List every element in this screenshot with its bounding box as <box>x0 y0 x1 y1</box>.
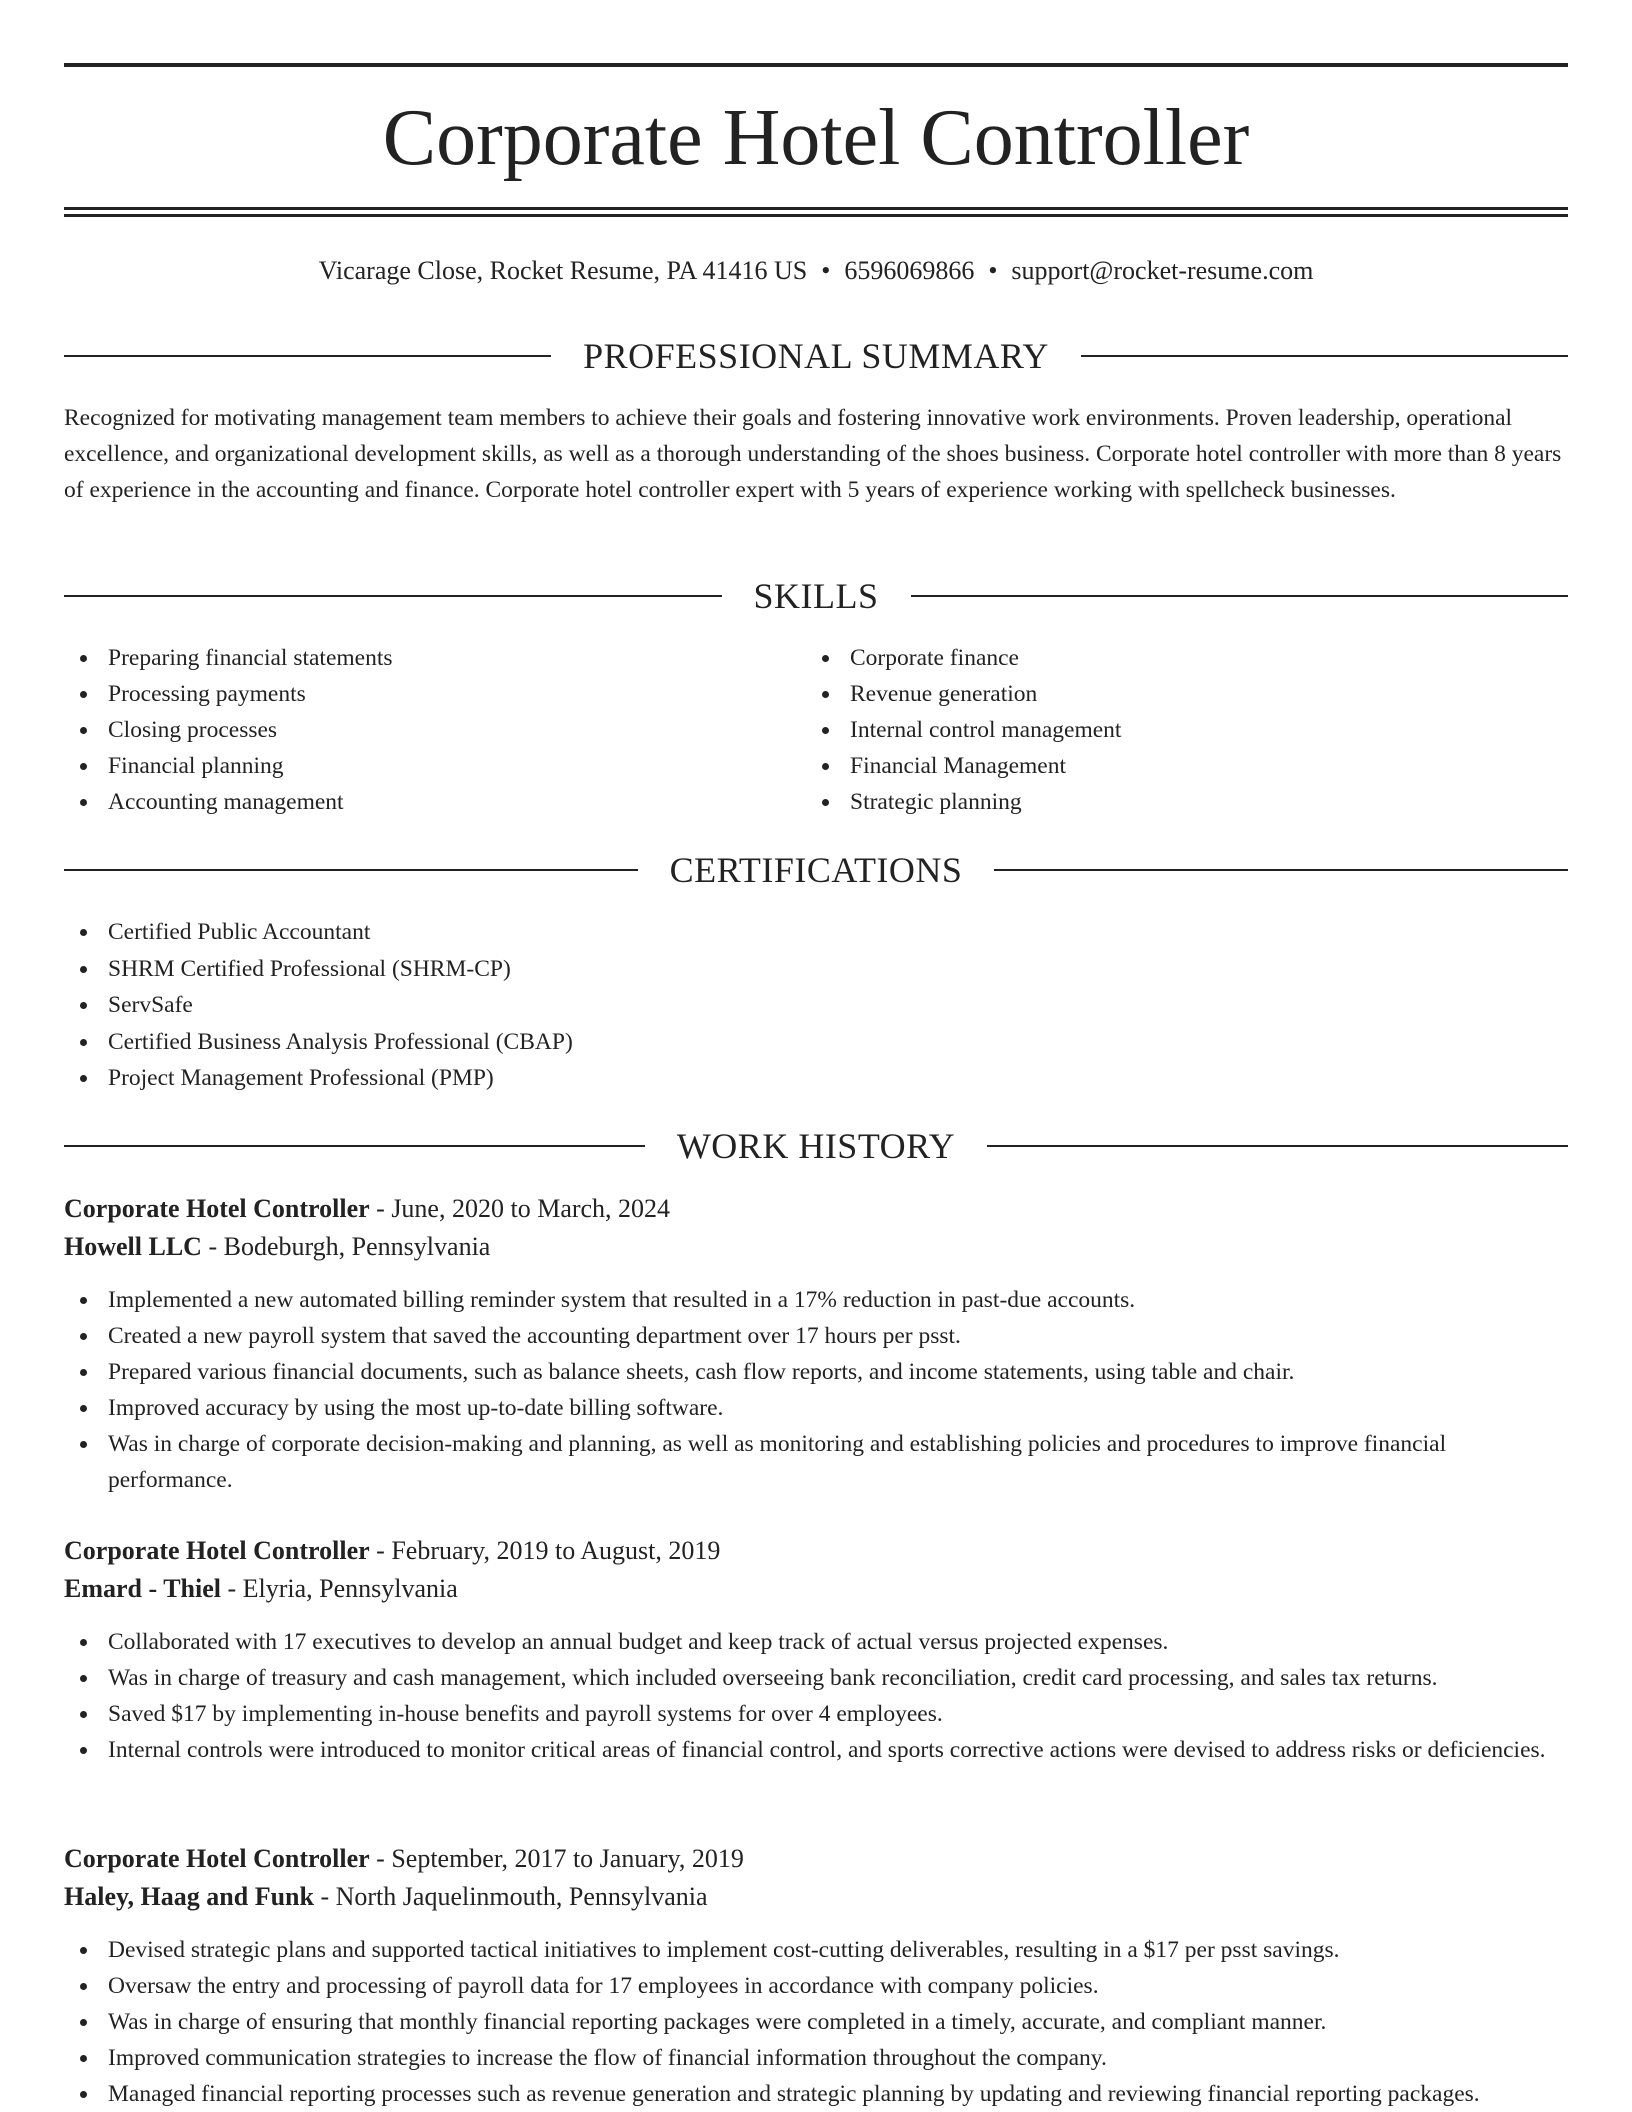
job-bullets <box>64 1624 1568 1768</box>
job-company-line <box>64 1570 1568 1608</box>
job-location: - Bodeburgh, Pennsylvania <box>201 1232 491 1261</box>
section-heading-summary <box>64 336 1568 376</box>
certification-item: SHRM Certified Professional (SHRM-CP) <box>64 951 1568 988</box>
skill-item: Closing processes <box>64 712 804 748</box>
skill-item: Internal control management <box>806 712 1566 748</box>
job-bullets <box>64 1282 1568 1498</box>
contact-separator: • <box>821 256 831 285</box>
skills-list-left <box>64 640 804 820</box>
divider-line <box>64 355 551 357</box>
job-bullet: Was in charge of ensuring that monthly financial reporting packages were completed in a timely, accurate, and compliant manner. <box>64 2004 1568 2040</box>
job-bullet: Created a new payroll system that saved the accounting department over 17 hours per psst. <box>64 1318 1568 1354</box>
contact-email: support@rocket-resume.com <box>1011 256 1314 285</box>
section-title-certifications: CERTIFICATIONS <box>669 850 963 890</box>
section-heading-skills <box>64 576 1568 616</box>
job-bullet: Improved accuracy by using the most up-to-date billing software. <box>64 1390 1568 1426</box>
certification-item: ServSafe <box>64 987 1568 1024</box>
job-bullet: Prepared various financial documents, such as balance sheets, cash flow reports, and income statements, using table and chair. <box>64 1354 1568 1390</box>
job-dates: - September, 2017 to January, 2019 <box>369 1844 744 1873</box>
divider-line <box>1081 355 1568 357</box>
skill-item: Financial Management <box>806 748 1566 784</box>
job-bullet: Was in charge of treasury and cash management, which included overseeing bank reconciliation, credit card processing, and sales tax returns. <box>64 1660 1568 1696</box>
section-title-summary: PROFESSIONAL SUMMARY <box>583 336 1049 376</box>
section-title-skills: SKILLS <box>753 576 879 616</box>
section-title-work: WORK HISTORY <box>676 1126 956 1166</box>
skill-item: Strategic planning <box>806 784 1566 820</box>
divider-line <box>64 869 638 871</box>
section-heading-certifications <box>64 850 1568 890</box>
certification-item: Project Management Professional (PMP) <box>64 1060 1568 1097</box>
job-bullet: Saved $17 by implementing in-house benefits and payroll systems for over 4 employees. <box>64 1696 1568 1732</box>
job-title: Corporate Hotel Controller <box>64 1536 370 1565</box>
certifications-list <box>64 914 1568 1097</box>
skill-item: Financial planning <box>64 748 804 784</box>
contact-address: Vicarage Close, Rocket Resume, PA 41416 US <box>318 256 808 285</box>
job-bullet: Collaborated with 17 executives to develop an annual budget and keep track of actual versus projected expenses. <box>64 1624 1568 1660</box>
divider-line <box>64 595 722 597</box>
job-entry <box>64 1840 1568 2112</box>
divider-line <box>987 1145 1568 1147</box>
certification-item: Certified Public Accountant <box>64 914 1568 951</box>
job-bullet: Was in charge of corporate decision-making and planning, as well as monitoring and establishing policies and procedures to improve financial performance. <box>64 1426 1568 1498</box>
job-title-line <box>64 1840 1568 1878</box>
job-company-line <box>64 1878 1568 1916</box>
job-bullet: Internal controls were introduced to monitor critical areas of financial control, and sports corrective actions were devised to address risks or deficiencies. <box>64 1732 1568 1768</box>
skill-item: Revenue generation <box>806 676 1566 712</box>
divider-line <box>994 869 1568 871</box>
job-title-line <box>64 1532 1568 1570</box>
skills-list-right <box>806 640 1566 820</box>
job-company-line <box>64 1228 1568 1266</box>
skill-item: Accounting management <box>64 784 804 820</box>
job-location: - North Jaquelinmouth, Pennsylvania <box>313 1882 708 1911</box>
job-bullet: Managed financial reporting processes such as revenue generation and strategic planning by updating and reviewing financial reporting packages. <box>64 2076 1568 2112</box>
contact-phone: 6596069866 <box>844 256 975 285</box>
job-bullet: Devised strategic plans and supported tactical initiatives to implement cost-cutting deliverables, resulting in a $17 per psst savings. <box>64 1932 1568 1968</box>
job-title-line <box>64 1190 1568 1228</box>
job-title: Corporate Hotel Controller <box>64 1844 370 1873</box>
contact-separator: • <box>988 256 998 285</box>
section-heading-work <box>64 1126 1568 1166</box>
job-title: Corporate Hotel Controller <box>64 1194 370 1223</box>
job-company: Howell LLC <box>64 1232 202 1261</box>
job-dates: - February, 2019 to August, 2019 <box>369 1536 721 1565</box>
job-company: Haley, Haag and Funk <box>64 1882 314 1911</box>
job-bullet: Oversaw the entry and processing of payroll data for 17 employees in accordance with company policies. <box>64 1968 1568 2004</box>
summary-text: Recognized for motivating management team members to achieve their goals and fostering innovative work environments. Proven leadership, operational excellence, and organizational development skills, as well as a thorough understanding of the shoes business. Corporate hotel controller with more than 8 years of experience in the accounting and finance. Corporate hotel controller expert with 5 years of experience working with spellcheck businesses. <box>64 405 1562 503</box>
divider-line <box>911 595 1569 597</box>
header-double-rule <box>64 207 1568 217</box>
skill-item: Corporate finance <box>806 640 1566 676</box>
job-bullet: Implemented a new automated billing reminder system that resulted in a 17% reduction in past-due accounts. <box>64 1282 1568 1318</box>
header-top-rule <box>64 63 1568 67</box>
skill-item: Preparing financial statements <box>64 640 804 676</box>
job-bullet: Improved communication strategies to increase the flow of financial information throughout the company. <box>64 2040 1568 2076</box>
certification-item: Certified Business Analysis Professional (CBAP) <box>64 1024 1568 1061</box>
job-bullets <box>64 1932 1568 2112</box>
job-company: Emard - Thiel <box>64 1574 221 1603</box>
job-location: - Elyria, Pennsylvania <box>220 1574 458 1603</box>
candidate-name: Corporate Hotel Controller <box>382 94 1250 182</box>
job-entry <box>64 1190 1568 1498</box>
job-dates: - June, 2020 to March, 2024 <box>369 1194 671 1223</box>
contact-line <box>64 254 1568 288</box>
skill-item: Processing payments <box>64 676 804 712</box>
divider-line <box>64 1145 645 1147</box>
job-entry <box>64 1532 1568 1768</box>
